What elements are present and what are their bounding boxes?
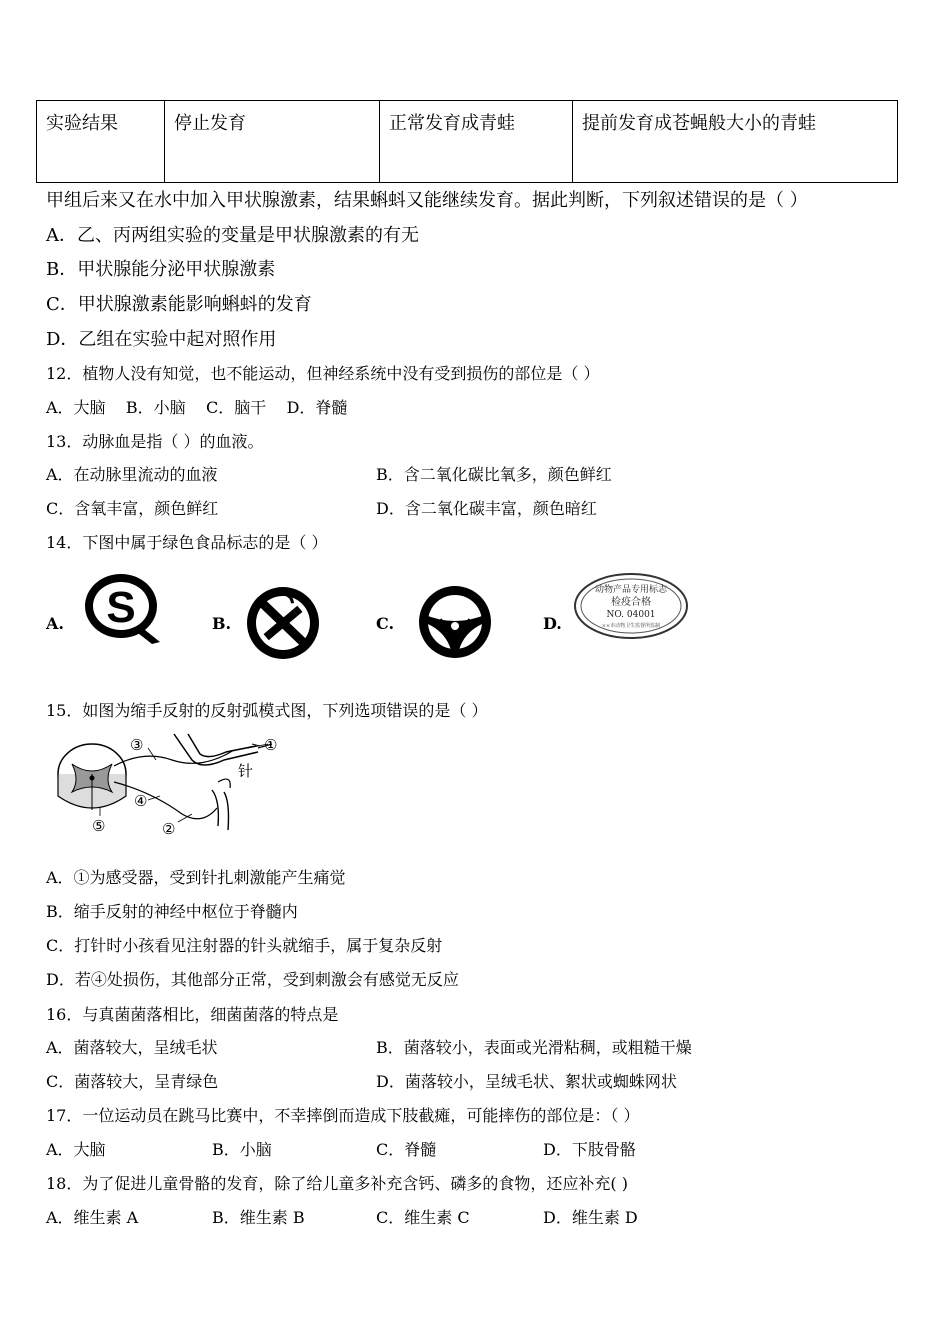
stamp-line2: 检疫合格 bbox=[611, 597, 651, 608]
q11-option-d: D．乙组在实验中起对照作用 bbox=[46, 329, 277, 350]
q11-option-c: C．甲状腺激素能影响蝌蚪的发育 bbox=[46, 294, 312, 315]
q14-label-c: C. bbox=[376, 614, 395, 633]
diagram-label-2: ② bbox=[162, 820, 176, 838]
no-smoking-image bbox=[243, 584, 325, 662]
qs-logo-image bbox=[82, 572, 164, 646]
q17-option-b: B．小脑 bbox=[212, 1140, 272, 1159]
q16-option-c: C．菌落较大，呈青绿色 bbox=[46, 1072, 219, 1091]
q16-option-d: D．菌落较小，呈绒毛状、絮状或蜘蛛网状 bbox=[376, 1072, 677, 1091]
table-cell: 停止发育 bbox=[165, 101, 380, 183]
q14-stem: 14．下图中属于绿色食品标志的是（ ） bbox=[46, 533, 328, 552]
q14-label-d: D. bbox=[543, 614, 562, 633]
q18-option-c: C．维生素 C bbox=[376, 1208, 470, 1227]
q15-option-a: A．①为感受器，受到针扎刺激能产生痛觉 bbox=[46, 868, 346, 887]
diagram-label-needle: 针 bbox=[238, 763, 254, 780]
q12-options: A．大脑 B．小脑 C．脑干 D．脊髓 bbox=[46, 398, 348, 417]
q11-option-a: A．乙、丙两组实验的变量是甲状腺激素的有无 bbox=[46, 225, 419, 246]
quarantine-stamp-image bbox=[573, 572, 691, 642]
q13-stem: 13．动脉血是指（ ）的血液。 bbox=[46, 432, 264, 451]
q13-option-b: B．含二氧化碳比氧多，颜色鲜红 bbox=[376, 465, 612, 484]
q18-option-d: D．维生素 D bbox=[543, 1208, 638, 1227]
q16-option-a: A．菌落较大，呈绒毛状 bbox=[46, 1038, 218, 1057]
diagram-label-3: ③ bbox=[130, 736, 144, 754]
table-cell: 实验结果 bbox=[37, 101, 165, 183]
q17-stem: 17．一位运动员在跳马比赛中，不幸摔倒而造成下肢截瘫，可能摔伤的部位是：（ ） bbox=[46, 1106, 640, 1125]
diagram-label-4: ④ bbox=[134, 792, 148, 810]
q12-stem: 12．植物人没有知觉，也不能运动，但神经系统中没有受到损伤的部位是（ ） bbox=[46, 364, 600, 383]
q17-option-d: D．下肢骨骼 bbox=[543, 1140, 636, 1159]
diagram-label-5: ⑤ bbox=[92, 817, 106, 835]
q13-option-a: A．在动脉里流动的血液 bbox=[46, 465, 218, 484]
q17-option-a: A．大脑 bbox=[46, 1140, 106, 1159]
q15-option-b: B．缩手反射的神经中枢位于脊髓内 bbox=[46, 902, 298, 921]
q14-label-b: B. bbox=[212, 614, 232, 633]
table-row bbox=[37, 101, 898, 183]
q15-option-d: D．若④处损伤，其他部分正常，受到刺激会有感觉无反应 bbox=[46, 970, 459, 989]
table-cell: 提前发育成苍蝇般大小的青蛙 bbox=[573, 101, 898, 183]
q11-stem: 甲组后来又在水中加入甲状腺激素，结果蝌蚪又能继续发育。据此判断，下列叙述错误的是（ ） bbox=[46, 190, 808, 211]
q11-option-b: B．甲状腺能分泌甲状腺激素 bbox=[46, 259, 276, 280]
q14-label-a: A. bbox=[46, 614, 64, 633]
q15-option-c: C．打针时小孩看见注射器的针头就缩手，属于复杂反射 bbox=[46, 936, 443, 955]
q15-stem: 15．如图为缩手反射的反射弧模式图，下列选项错误的是（ ） bbox=[46, 701, 488, 720]
q13-option-d: D．含二氧化碳丰富，颜色暗红 bbox=[376, 499, 597, 518]
reflex-arc-diagram bbox=[52, 730, 292, 840]
q18-option-a: A．维生素 A bbox=[46, 1208, 139, 1227]
q18-stem: 18．为了促进儿童骨骼的发育，除了给儿童多补充含钙、磷多的食物，还应补充( ) bbox=[46, 1174, 628, 1193]
table-cell: 正常发育成青蛙 bbox=[380, 101, 573, 183]
q13-option-c: C．含氧丰富，颜色鲜红 bbox=[46, 499, 219, 518]
stamp-line1: 动物产品专用标志 bbox=[594, 585, 668, 595]
q16-stem: 16．与真菌菌落相比，细菌菌落的特点是 bbox=[46, 1005, 339, 1024]
q16-option-b: B．菌落较小，表面或光滑粘稠，或粗糙干燥 bbox=[376, 1038, 692, 1057]
green-food-logo-image bbox=[413, 584, 499, 662]
q17-option-c: C．脊髓 bbox=[376, 1140, 437, 1159]
stamp-line3: NO. 04001 bbox=[606, 610, 656, 620]
svg-text:S: S bbox=[106, 583, 136, 632]
diagram-label-1: ① bbox=[264, 736, 278, 754]
experiment-result-table bbox=[36, 100, 898, 183]
stamp-line4: ××市动物卫生监督所监制 bbox=[601, 623, 661, 629]
q18-option-b: B．维生素 B bbox=[212, 1208, 305, 1227]
